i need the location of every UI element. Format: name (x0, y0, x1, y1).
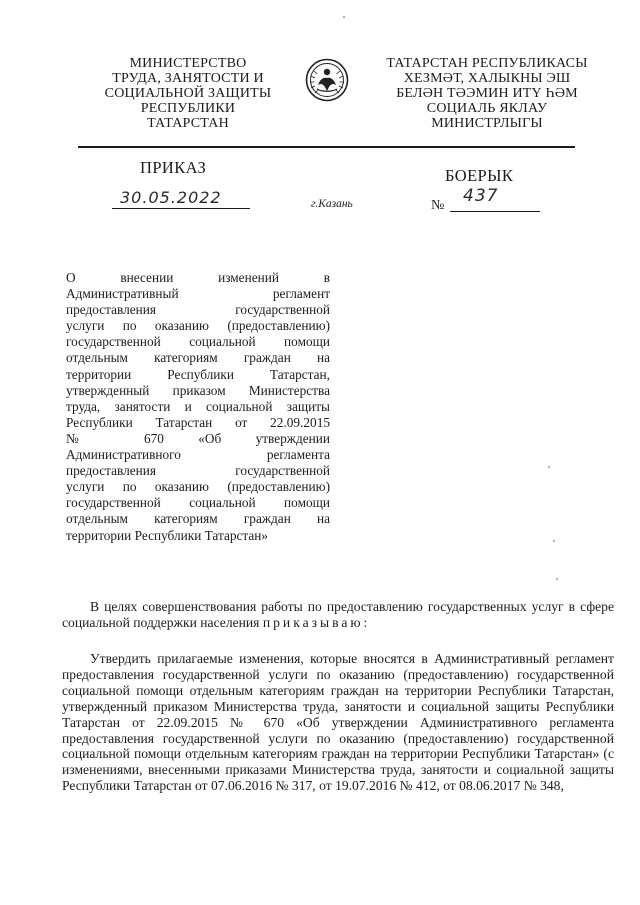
tatarstan-coat-of-arms-icon (305, 58, 349, 102)
scan-speck (553, 540, 555, 542)
number-sign: № (431, 198, 445, 213)
order-subject (66, 270, 330, 544)
header-left-line: РЕСПУБЛИКИ (140, 101, 236, 116)
preamble-paragraph (62, 599, 614, 631)
header-left-line: ТРУДА, ЗАНЯТОСТИ И (112, 71, 264, 86)
subject-line: О внесении изменений в (66, 270, 330, 285)
subject-line: государственной социальной помощи (66, 334, 330, 350)
subject-line: отдельным категориям граждан на (66, 511, 330, 527)
number-underline (450, 211, 540, 212)
subject-line: утвержденный приказом Министерства (66, 382, 330, 398)
header-right-line: БЕЛӘН ТӘЭМИН ИТҮ ҺӘМ (396, 86, 578, 101)
header-left-line: МИНИСТЕРСТВО (129, 56, 247, 71)
subject-line: предоставления государственной (66, 463, 330, 479)
preamble-text: В целях совершенствования работы по предоставлению государственных услуг в сфере социальной поддержки населения (62, 599, 614, 630)
subject-line: труда, занятости и социальной защиты (66, 398, 330, 414)
header-divider (78, 146, 575, 148)
order-number: 437 (463, 186, 499, 206)
order-title-tatar: БОЕРЫК (445, 166, 514, 185)
scan-speck (343, 16, 345, 18)
subject-line: Административного регламента (66, 447, 330, 463)
scan-speck (548, 466, 550, 468)
header-right-line: МИНИСТРЛЫГЫ (431, 116, 543, 131)
subject-line: территории Республики Татарстан» (66, 527, 269, 543)
subject-line: № 670 «Об утверждении (66, 430, 330, 446)
ministry-name-russian (88, 56, 288, 131)
subject-line: отдельным категориям граждан на (66, 350, 330, 366)
header-left-line: ТАТАРСТАН (147, 116, 229, 131)
date-underline (112, 208, 250, 209)
subject-line: услуги по оказанию (предоставлению) (66, 479, 330, 495)
header-right-line: СОЦИАЛЬ ЯКЛАУ (426, 101, 548, 116)
ministry-name-tatar (372, 56, 602, 131)
scan-speck (556, 578, 558, 580)
subject-line: услуги по оказанию (предоставлению) (66, 318, 330, 334)
subject-line: Республики Татарстан от 22.09.2015 (66, 414, 330, 430)
header-left-line: СОЦИАЛЬНОЙ ЗАЩИТЫ (104, 86, 272, 101)
order-title-russian: ПРИКАЗ (140, 158, 207, 177)
order-city: г.Казань (311, 198, 353, 210)
header-right-line: ХЕЗМӘТ, ХАЛЫКНЫ ЭШ (403, 71, 571, 86)
order-paragraph: Утвердить прилагаемые изменения, которые вносятся в Административный регламент предоставления государственной услуги по оказанию (предоставлению) государственной социальной помощи отдельным категориям граждан на территории Республики Татарстан, утвержденный приказом Министерства труда, занятости и социальной защиты Республики Татарстан от 22.09.2015 № 670 «Об утверждении Административного регламента предоставления государственной услуги по оказанию (предоставлению) государственной социальной помощи отдельным категориям граждан на территории Республики Татарстан» (с изменениями, внесенными приказами Министерства труда, занятости и социальной защиты Республики Татарстан от 07.06.2016 № 317, от 19.07.2016 № 412, от 08.06.2017 № 348, (62, 651, 614, 794)
order-command: приказываю: (262, 614, 371, 630)
subject-line: предоставления государственной (66, 302, 330, 318)
order-date: 30.05.2022 (120, 188, 222, 207)
subject-line: государственной социальной помощи (66, 495, 330, 511)
subject-line: территории Республики Татарстан, (66, 366, 330, 382)
subject-line: Административный регламент (66, 286, 330, 302)
header-right-line: ТАТАРСТАН РЕСПУБЛИКАСЫ (386, 56, 588, 71)
